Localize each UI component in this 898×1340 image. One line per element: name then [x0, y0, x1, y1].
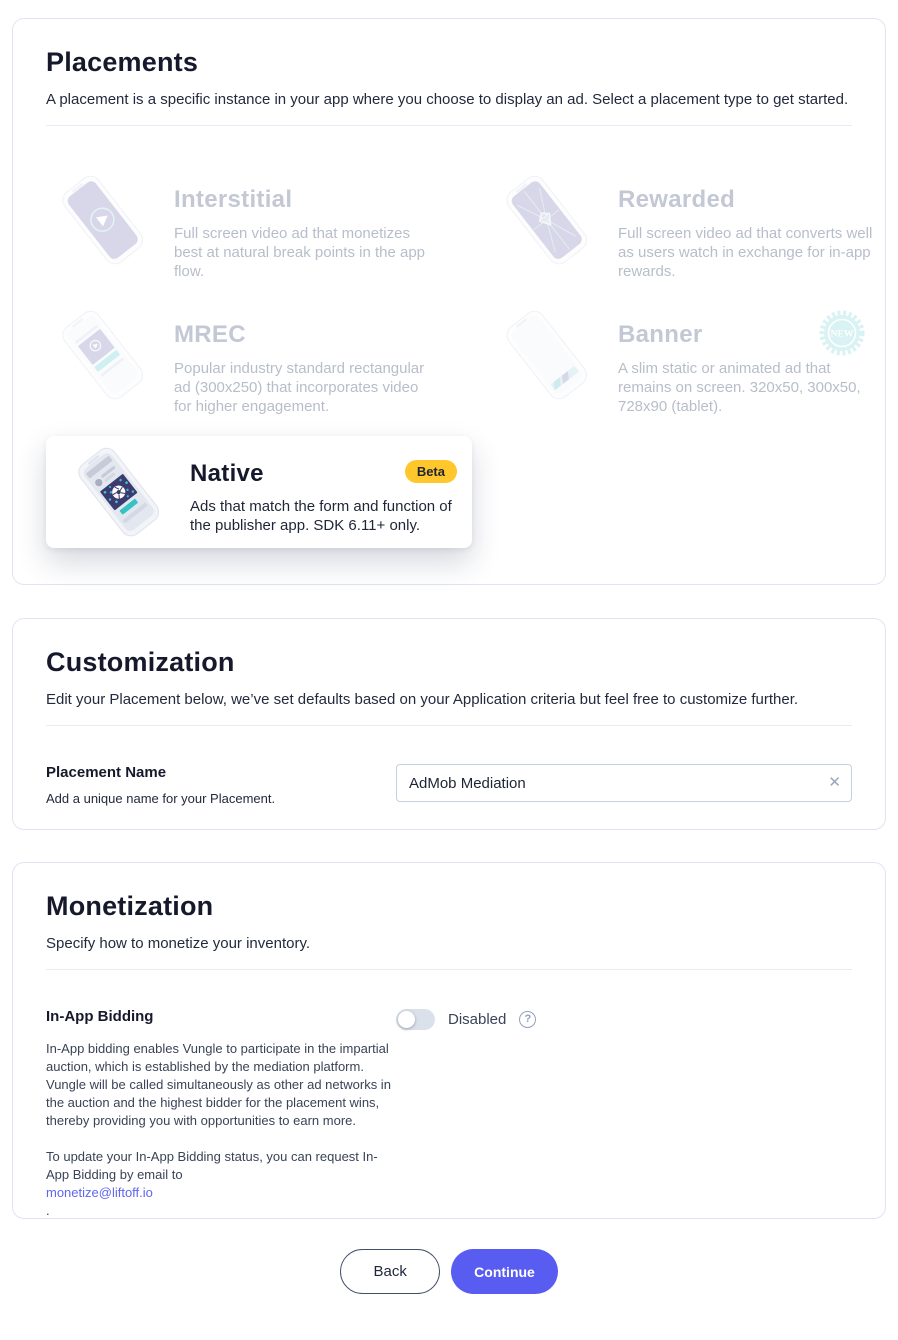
divider: [46, 969, 852, 970]
placement-type-description: A slim static or animated ad that remains on screen. 320x50, 300x50, 728x90 (tablet).: [618, 360, 861, 415]
update-note-line3: [46, 1184, 394, 1220]
in-app-bidding-row: [46, 1008, 852, 1220]
placement-type-description: Full screen video ad that converts well as users watch in exchange for in-app rewards.: [618, 225, 873, 280]
placement-type-title: Banner: [618, 321, 703, 348]
interstitial-phone-icon: [46, 168, 158, 272]
new-badge: [818, 309, 866, 357]
placement-type-interstitial[interactable]: [46, 166, 472, 283]
in-app-bidding-toggle[interactable]: [396, 1009, 435, 1030]
in-app-bidding-update-note: [46, 1148, 394, 1220]
update-note-line1: To update your In-App Bidding status, you can request In-: [46, 1149, 378, 1164]
customization-card: [12, 618, 886, 830]
customization-subtitle: Edit your Placement below, we’ve set defaults based on your Application criteria but feel free to customize further.: [46, 691, 799, 708]
placement-name-help: Add a unique name for your Placement.: [46, 791, 276, 806]
svg-text:NEW: NEW: [830, 329, 854, 340]
help-icon[interactable]: ?: [519, 1011, 536, 1028]
back-button[interactable]: Back: [340, 1249, 440, 1294]
placement-type-native[interactable]: [46, 436, 472, 548]
monetization-card: [12, 862, 886, 1219]
placement-type-description: Full screen video ad that monetizes best at natural break points in the app flow.: [174, 225, 426, 280]
beta-badge: Beta: [405, 460, 457, 483]
banner-phone-icon: [490, 303, 602, 407]
after-link-text: .: [46, 1203, 50, 1218]
placement-type-mrec[interactable]: [46, 301, 472, 418]
placements-subtitle: A placement is a specific instance in your app where you choose to display an ad. Select a placement type to get started.: [46, 91, 849, 108]
update-note-line2: App Bidding by email to: [46, 1167, 183, 1182]
placement-type-title: Rewarded: [618, 186, 736, 213]
monetize-email-link[interactable]: monetize@liftoff.io: [46, 1185, 153, 1200]
placement-type-description: Popular industry standard rectangular ad (300x250) that incorporates video for higher engagement.: [174, 360, 425, 415]
customization-title: Customization: [46, 647, 235, 677]
clear-input-icon[interactable]: ✕: [828, 774, 841, 791]
placement-name-input[interactable]: [396, 764, 852, 802]
rewarded-phone-icon: [490, 168, 602, 272]
placement-type-title: MREC: [174, 321, 246, 348]
placement-type-grid: [46, 166, 873, 548]
placements-card: [12, 18, 886, 585]
placement-name-row: [46, 764, 852, 806]
toggle-knob: [398, 1011, 415, 1028]
continue-button[interactable]: Continue: [451, 1249, 558, 1294]
in-app-bidding-description: In-App bidding enables Vungle to participate in the impartial auction, which is established by the mediation platform. Vungle will be called simultaneously as other ad networks in the auction and the highest bidder for the placement wins, thereby providing you with opportunities to earn more.: [46, 1041, 391, 1128]
placement-type-title: Interstitial: [174, 186, 293, 213]
monetization-subtitle: Specify how to monetize your inventory.: [46, 935, 311, 952]
placement-type-rewarded[interactable]: [490, 166, 880, 283]
monetization-title: Monetization: [46, 891, 214, 921]
divider: [46, 725, 852, 726]
placement-type-banner[interactable]: [490, 301, 880, 418]
in-app-bidding-label: In-App Bidding: [46, 1008, 154, 1025]
divider: [46, 125, 852, 126]
placements-title: Placements: [46, 47, 199, 77]
native-phone-icon: [62, 440, 174, 544]
footer-actions: [0, 1249, 898, 1294]
in-app-bidding-control: [396, 1008, 536, 1030]
mrec-phone-icon: [46, 303, 158, 407]
placement-type-title: Native: [190, 460, 264, 487]
in-app-bidding-status: Disabled: [448, 1011, 507, 1028]
placement-type-description: Ads that match the form and function of the publisher app. SDK 6.11+ only.: [190, 498, 452, 534]
placement-name-label: Placement Name: [46, 764, 167, 781]
